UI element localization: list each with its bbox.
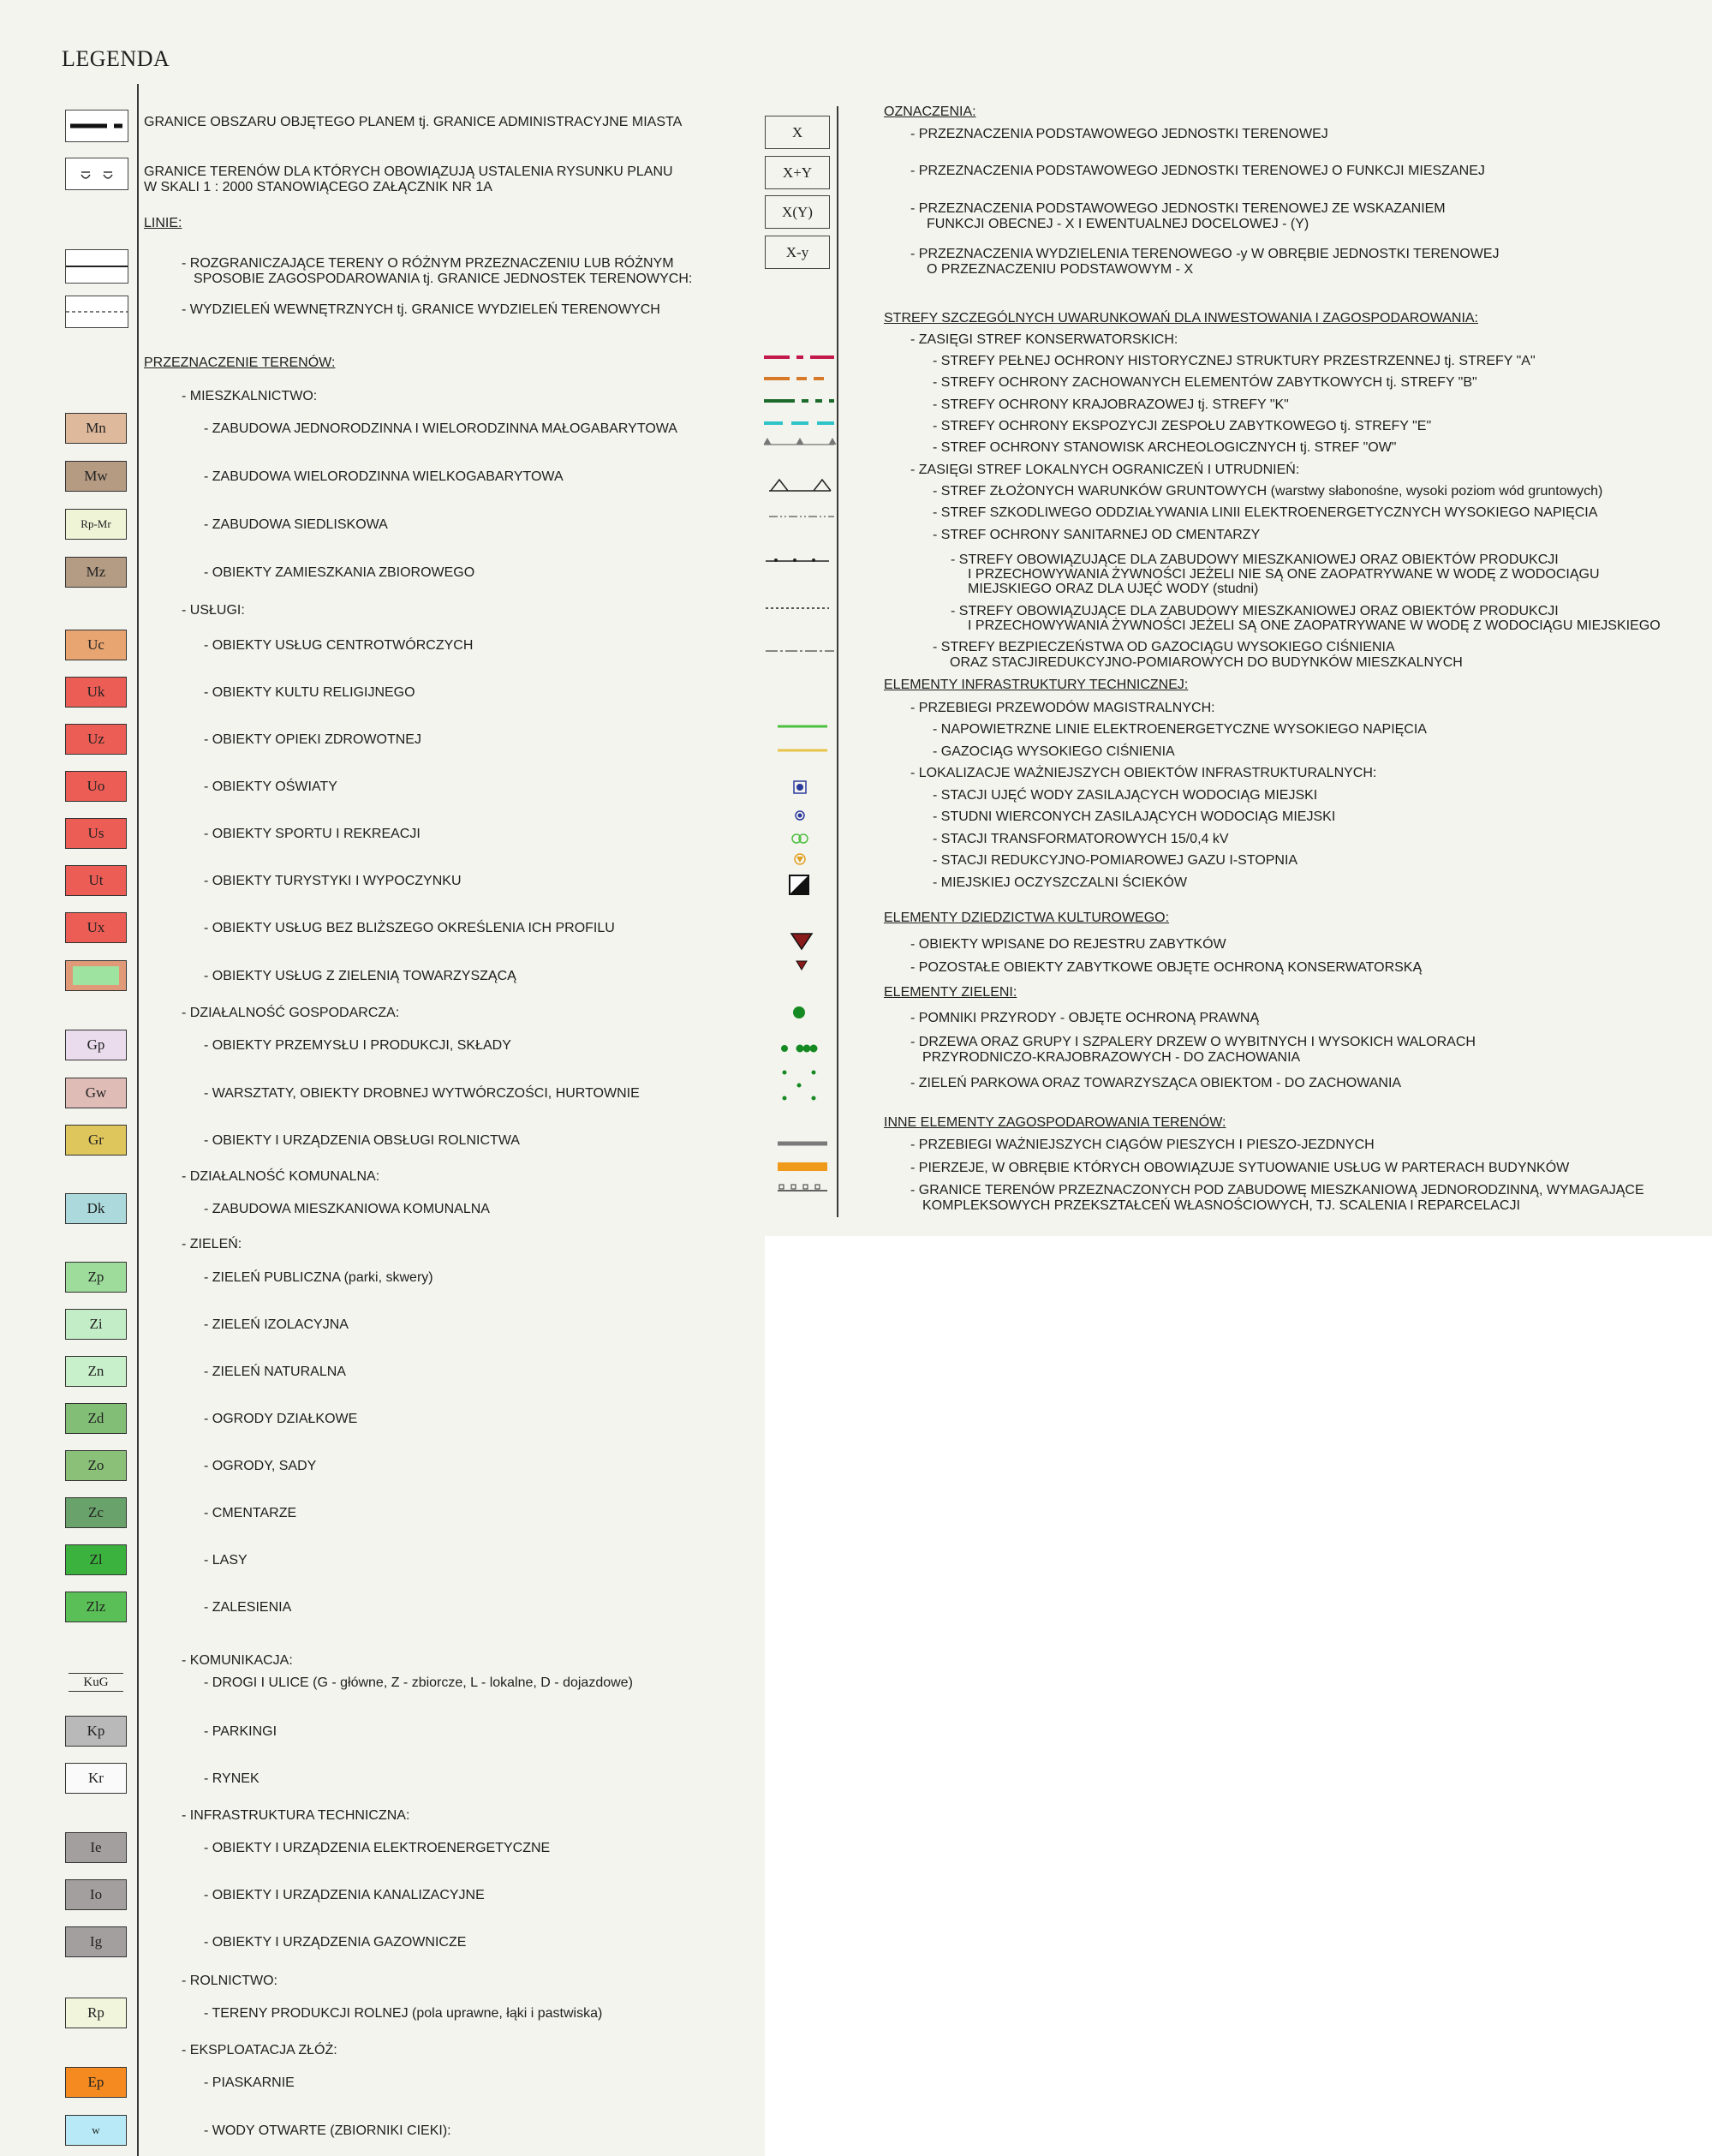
swatch-zlz: Zlz (65, 1592, 127, 1622)
mark-x-plus-y-label: - PRZEZNACZENIA PODSTAWOWEGO JEDNOSTKI TERENOWEJ O FUNKCJI MIESZANEJ (910, 164, 1485, 178)
greenery-item: - DRZEWA ORAZ GRUPY I SZPALERY DRZEW O WYBITNYCH I WYSOKICH WALORACH (910, 1035, 1476, 1049)
category-heading: - ROLNICTWO: (182, 1974, 277, 1988)
land-purpose-label: - ZIELEŃ PUBLICZNA (parki, skwery) (204, 1270, 433, 1285)
code-box-x-minus-y: X-y (765, 236, 830, 269)
heritage-item: - POZOSTAŁE OBIEKTY ZABYTKOWE OBJĘTE OCHRONĄ KONSERWATORSKĄ (910, 960, 1423, 975)
zone-item: - STREF ZŁOŻONYCH WARUNKÓW GRUNTOWYCH (warstwy słabonośne, wysoki poziom wód gruntowych) (933, 484, 1603, 499)
land-purpose-label: - OBIEKTY OPIEKI ZDROWOTNEJ (204, 732, 421, 747)
tree-group-symbol (781, 1045, 818, 1053)
land-purpose-label: - ZIELEŃ NATURALNA (204, 1365, 346, 1379)
infrastructure-item: - STACJI TRANSFORMATOROWYCH 15/0,4 kV (933, 832, 1229, 846)
land-purpose-label: - DROGI I ULICE (G - główne, Z - zbiorcze, L - lokalne, D - dojazdowe) (204, 1675, 633, 1690)
greenery-heading: ELEMENTY ZIELENI: (884, 985, 1017, 1000)
water-intake-station-symbol (794, 781, 806, 793)
category-heading: - INFRASTRUKTURA TECHNICZNA: (182, 1808, 410, 1823)
separating-lines-label-1: - ROZGRANICZAJĄCE TERENY O RÓŻNYM PRZEZNACZENIU LUB RÓŻNYM (182, 256, 674, 271)
land-purpose-label: - OBIEKTY ZAMIESZKANIA ZBIOROWEGO (204, 565, 475, 580)
land-purpose-label: - OBIEKTY KULTU RELIGIJNEGO (204, 685, 415, 700)
left-divider-line (137, 84, 139, 2156)
sheet-boundary-label-2: W SKALI 1 : 2000 STANOWIĄCEGO ZAŁĄCZNIK NR 1A (144, 180, 492, 194)
other-element-item: - GRANICE TERENÓW PRZEZNACZONYCH POD ZABUDOWĘ MIESZKANIOWĄ JEDNORODZINNĄ, WYMAGAJĄCE (910, 1183, 1644, 1197)
zone-item: - ZASIĘGI STREF KONSERWATORSKICH: (910, 332, 1178, 347)
mark-x-minus-y-label-1: - PRZEZNACZENIA WYDZIELENIA TERENOWEGO -y W OBRĘBIE JEDNOSTKI TERENOWEJ (910, 247, 1500, 261)
swatch-zn: Zn (65, 1356, 127, 1387)
code-box-x-bracket-y: X(Y) (765, 195, 830, 229)
greenery-item: - POMNIKI PRZYRODY - OBJĘTE OCHRONĄ PRAWNĄ (910, 1011, 1260, 1025)
mark-x-bracket-y-label-1: - PRZEZNACZENIA PODSTAWOWEGO JEDNOSTKI TERENOWEJ ZE WSKAZANIEM (910, 201, 1446, 216)
zone-item: - STREFY OCHRONY ZACHOWANYCH ELEMENTÓW ZABYTKOWYCH tj. STREFY "B" (933, 375, 1477, 390)
other-element-item: - PRZEBIEGI WAŻNIEJSZYCH CIĄGÓW PIESZYCH I PIESZO-JEZDNYCH (910, 1138, 1375, 1152)
land-purpose-label: - OBIEKTY TURYSTYKI I WYPOCZYNKU (204, 874, 462, 888)
swatch-mn: Mn (65, 413, 127, 444)
swatch-uo: Uo (65, 771, 127, 802)
infrastructure-item: - PRZEBIEGI PRZEWODÓW MAGISTRALNYCH: (910, 701, 1215, 715)
lines-heading: LINIE: (144, 216, 182, 230)
category-heading: - USŁUGI: (182, 603, 245, 618)
conservation-zone-symbols (761, 343, 838, 463)
other-elements-heading: INNE ELEMENTY ZAGOSPODAROWANIA TERENÓW: (884, 1115, 1226, 1130)
land-purpose-label: - OBIEKTY I URZĄDZENIA OBSŁUGI ROLNICTWA (204, 1133, 520, 1148)
infrastructure-item: - NAPOWIETRZNE LINIE ELEKTROENERGETYCZNE WYSOKIEGO NAPIĘCIA (933, 722, 1427, 737)
legend-title: LEGENDA (62, 46, 170, 71)
swatch-w: w (65, 2115, 127, 2146)
land-purpose-label: - OBIEKTY USŁUG BEZ BLIŻSZEGO OKREŚLENIA ICH PROFILU (204, 921, 615, 935)
swatch-zc: Zc (65, 1497, 127, 1528)
swatch-inner-greenery (73, 966, 119, 985)
land-purpose-label: - CMENTARZE (204, 1506, 297, 1520)
land-purpose-label: - OBIEKTY SPORTU I REKREACJI (204, 827, 421, 841)
land-purpose-label: - OBIEKTY I URZĄDZENIA KANALIZACYJNE (204, 1888, 485, 1902)
zone-item: - STREFY BEZPIECZEŃSTWA OD GAZOCIĄGU WYSOKIEGO CIŚNIENIA (933, 640, 1395, 654)
sheet-boundary-label-1: GRANICE TERENÓW DLA KTÓRYCH OBOWIĄZUJĄ USTALENIA RYSUNKU PLANU (144, 164, 673, 179)
mark-x-label: - PRZEZNACZENIA PODSTAWOWEGO JEDNOSTKI TERENOWEJ (910, 127, 1328, 141)
land-purpose-label: - PARKINGI (204, 1724, 277, 1739)
land-purpose-label: - OBIEKTY I URZĄDZENIA ELEKTROENERGETYCZNE (204, 1841, 551, 1855)
swatch-kr: Kr (65, 1763, 127, 1794)
zone-item: I PRZECHOWYWANIA ŻYWNOŚCI JEŻELI SĄ ONE ZAOPATRYWANE W WODĘ Z WODOCIĄGU MIEJSKIEGO (968, 618, 1661, 633)
swatch-rp: Rp (65, 1998, 127, 2028)
land-purpose-label: - LASY (204, 1553, 248, 1568)
land-purpose-label: - TERENY PRODUKCJI ROLNEJ (pola uprawne, łąki i pastwiska) (204, 2006, 603, 2021)
zone-item: - STREFY PEŁNEJ OCHRONY HISTORYCZNEJ STRUKTURY PRZESTRZENNEJ tj. STREFY "A" (933, 354, 1536, 368)
zone-item: - STREFY OCHRONY KRAJOBRAZOWEJ tj. STREFY "K" (933, 397, 1289, 412)
category-heading: - MIESZKALNICTWO: (182, 389, 318, 403)
zone-item: - STREFY OBOWIĄZUJĄCE DLA ZABUDOWY MIESZKANIOWEJ ORAZ OBIEKTÓW PRODUKCJI (951, 604, 1559, 618)
city-boundary-label: GRANICE OBSZARU OBJĘTEGO PLANEM tj. GRANICE ADMINISTRACYJNE MIASTA (144, 115, 683, 129)
infrastructure-item: - STACJI UJĘĆ WODY ZASILAJĄCYCH WODOCIĄG MIEJSKI (933, 788, 1318, 803)
well-symbol (796, 811, 804, 820)
land-purpose-label: - ZABUDOWA JEDNORODZINNA I WIELORODZINNA MAŁOGABARYTOWA (204, 421, 677, 436)
swatch-dk: Dk (65, 1193, 127, 1224)
land-purpose-heading: PRZEZNACZENIE TERENÓW: (144, 355, 336, 370)
internal-lines-label: - WYDZIELEŃ WEWNĘTRZNYCH tj. GRANICE WYDZIELEŃ TERENOWYCH (182, 302, 660, 317)
separating-lines-label-2: SPOSOBIE ZAGOSPODAROWANIA tj. GRANICE JEDNOSTEK TERENOWYCH: (194, 272, 693, 286)
swatch-gr: Gr (65, 1125, 127, 1156)
swatch-ut: Ut (65, 865, 127, 896)
zone-item: - STREFY OBOWIĄZUJĄCE DLA ZABUDOWY MIESZKANIOWEJ ORAZ OBIEKTÓW PRODUKCJI (951, 552, 1559, 567)
zone-item: - STREF OCHRONY SANITARNEJ OD CMENTARZY (933, 528, 1261, 542)
swatch-zi: Zi (65, 1309, 127, 1340)
code-box-x: X (765, 116, 830, 149)
infrastructure-heading: ELEMENTY INFRASTRUKTURY TECHNICZNEJ: (884, 678, 1189, 692)
transformer-station-symbol (792, 834, 808, 843)
zone-item: - STREF OCHRONY STANOWISK ARCHEOLOGICZNYCH tj. STREF "OW" (933, 440, 1397, 455)
swatch-zo: Zo (65, 1450, 127, 1481)
zone-item: MIEJSKIEGO ORAZ DLA UJĘĆ WODY (studni) (968, 582, 1259, 596)
swatch-io: Io (65, 1879, 127, 1910)
swatch-uk: Uk (65, 677, 127, 708)
land-purpose-label: - ZABUDOWA MIESZKANIOWA KOMUNALNA (204, 1202, 490, 1216)
land-purpose-label: - ZABUDOWA WIELORODZINNA WIELKOGABARYTOWA (204, 469, 564, 484)
gas-reduction-station-symbol (795, 854, 805, 864)
zone-ow-line-symbol (764, 439, 836, 445)
swatch-kp: Kp (65, 1716, 127, 1747)
land-purpose-label: - ZABUDOWA SIEDLISKOWA (204, 517, 388, 532)
cemetery-sanitary-symbol (766, 558, 829, 562)
swatch-zp: Zp (65, 1262, 127, 1293)
registered-monument-symbol (791, 934, 812, 949)
other-element-symbols (771, 1131, 839, 1199)
land-purpose-label: - WARSZTATY, OBIEKTY DROBNEJ WYTWÓRCZOŚCI, HURTOWNIE (204, 1086, 640, 1101)
category-heading: - EKSPLOATACJA ZŁÓŻ: (182, 2043, 337, 2057)
greenery-item: - ZIELEŃ PARKOWA ORAZ TOWARZYSZĄCA OBIEKTOM - DO ZACHOWANIA (910, 1076, 1402, 1090)
infrastructure-item: - GAZOCIĄG WYSOKIEGO CIŚNIENIA (933, 744, 1175, 759)
code-box-x-plus-y: X+Y (765, 156, 830, 189)
infrastructure-item: - STUDNI WIERCONYCH ZASILAJĄCYCH WODOCIĄG MIEJSKI (933, 809, 1336, 824)
mark-x-minus-y-label-2: O PRZEZNACZENIU PODSTAWOWYM - X (927, 262, 1194, 277)
mark-x-bracket-y-label-2: FUNKCJI OBECNEJ - X I EWENTUALNEJ DOCELOWEJ - (Y) (927, 217, 1309, 231)
swatch-ep: Ep (65, 2067, 127, 2098)
land-purpose-label: - OBIEKTY OŚWIATY (204, 779, 337, 794)
land-purpose-label: - WODY OTWARTE (ZBIORNIKI CIEKI): (204, 2123, 451, 2138)
separating-line-symbol (65, 249, 128, 284)
heritage-symbols (771, 930, 839, 973)
reparcelling-boundary-symbol (778, 1185, 827, 1191)
zone-item: - STREFY OCHRONY EKSPOZYCJI ZESPOŁU ZABYTKOWEGO tj. STREFY "E" (933, 419, 1432, 433)
category-heading: - KOMUNIKACJA: (182, 1653, 293, 1668)
zone-item: I PRZECHOWYWANIA ŻYWNOŚCI JEŻELI NIE SĄ ONE ZAOPATRYWANE W WODĘ Z WODOCIĄGU (968, 567, 1600, 582)
swatch-mz: Mz (65, 557, 127, 588)
greenery-item: PRZYRODNICZO-KRAJOBRAZOWYCH - DO ZACHOWANIA (922, 1050, 1301, 1065)
swatch-uc: Uc (65, 630, 127, 660)
swatch-services-greenery (65, 960, 127, 991)
sewage-plant-symbol (790, 875, 808, 894)
zone-item: - ZASIĘGI STREF LOKALNYCH OGRANICZEŃ I UTRUDNIEŃ: (910, 463, 1300, 477)
swatch-ie: Ie (65, 1832, 127, 1863)
infrastructure-item: - LOKALIZACJE WAŻNIEJSZYCH OBIEKTÓW INFRASTRUKTURALNYCH: (910, 766, 1377, 780)
swatch-mw: Mw (65, 461, 127, 492)
infrastructure-item: - STACJI REDUKCYJNO-POMIAROWEJ GAZU I-STOPNIA (933, 853, 1298, 868)
zone-item: - STREF SZKODLIWEGO ODDZIAŁYWANIA LINII ELEKTROENERGETYCZNYCH WYSOKIEGO NAPIĘCIA (933, 505, 1598, 520)
swatch-us: Us (65, 818, 127, 849)
zone-item: ORAZ STACJIREDUKCYJNO-POMIAROWYCH DO BUDYNKÓW MIESZKALNYCH (950, 655, 1463, 670)
land-purpose-label: - RYNEK (204, 1771, 259, 1786)
zones-heading: STREFY SZCZEGÓLNYCH UWARUNKOWAŃ DLA INWESTOWANIA I ZAGOSPODAROWANIA: (884, 311, 1478, 325)
land-purpose-label: - OBIEKTY PRZEMYSŁU I PRODUKCJI, SKŁADY (204, 1038, 511, 1053)
natural-monument-symbol (793, 1006, 805, 1018)
city-boundary-symbol (65, 110, 128, 142)
infrastructure-symbols (771, 716, 839, 900)
marks-heading: OZNACZENIA: (884, 105, 976, 119)
swatch-gp: Gp (65, 1030, 127, 1060)
land-purpose-label: - ZIELEŃ IZOLACYJNA (204, 1317, 349, 1332)
restriction-zone-symbols (761, 469, 838, 658)
park-greenery-symbol (783, 1071, 816, 1101)
swatch-zd: Zd (65, 1403, 127, 1434)
sheet-boundary-symbol (65, 158, 128, 190)
swatch-rp-mr: Rp-Mr (65, 509, 127, 540)
land-purpose-label: - OBIEKTY USŁUG Z ZIELENIĄ TOWARZYSZĄCĄ (204, 969, 516, 983)
other-element-item: KOMPLEKSOWYCH PRZEKSZTAŁCEŃ WŁASNOŚCIOWYCH, TJ. SCALENIA I REPARCELACJI (922, 1198, 1520, 1213)
protected-monument-symbol (796, 961, 807, 970)
land-purpose-label: - PIASKARNIE (204, 2075, 295, 2090)
category-heading: - ZIELEŃ: (182, 1237, 242, 1251)
service-frontage-symbol (778, 1162, 827, 1171)
land-purpose-label: - OGRODY, SADY (204, 1459, 317, 1473)
heritage-heading: ELEMENTY DZIEDZICTWA KULTUROWEGO: (884, 911, 1170, 925)
heritage-item: - OBIEKTY WPISANE DO REJESTRU ZABYTKÓW (910, 937, 1226, 952)
internal-line-symbol (65, 296, 128, 328)
land-purpose-label: - OGRODY DZIAŁKOWE (204, 1412, 358, 1426)
swatch-ux: Ux (65, 912, 127, 943)
ground-conditions-symbol (769, 480, 831, 491)
land-purpose-label: - OBIEKTY I URZĄDZENIA GAZOWNICZE (204, 1935, 467, 1950)
swatch-gw: Gw (65, 1078, 127, 1108)
greenery-symbols (771, 1002, 839, 1105)
swatch-zl: Zl (65, 1544, 127, 1575)
other-element-item: - PIERZEJE, W OBRĘBIE KTÓRYCH OBOWIĄZUJE SYTUOWANIE USŁUG W PARTERACH BUDYNKÓW (910, 1161, 1570, 1175)
category-heading: - DZIAŁALNOŚĆ KOMUNALNA: (182, 1169, 380, 1184)
road-symbol: KuG (69, 1673, 123, 1692)
swatch-ig: Ig (65, 1926, 127, 1957)
category-heading: - DZIAŁALNOŚĆ GOSPODARCZA: (182, 1006, 400, 1020)
land-purpose-label: - OBIEKTY USŁUG CENTROTWÓRCZYCH (204, 638, 474, 653)
infrastructure-item: - MIEJSKIEJ OCZYSZCZALNI ŚCIEKÓW (933, 875, 1187, 890)
swatch-uz: Uz (65, 724, 127, 755)
land-purpose-label: - ZALESIENIA (204, 1600, 292, 1615)
